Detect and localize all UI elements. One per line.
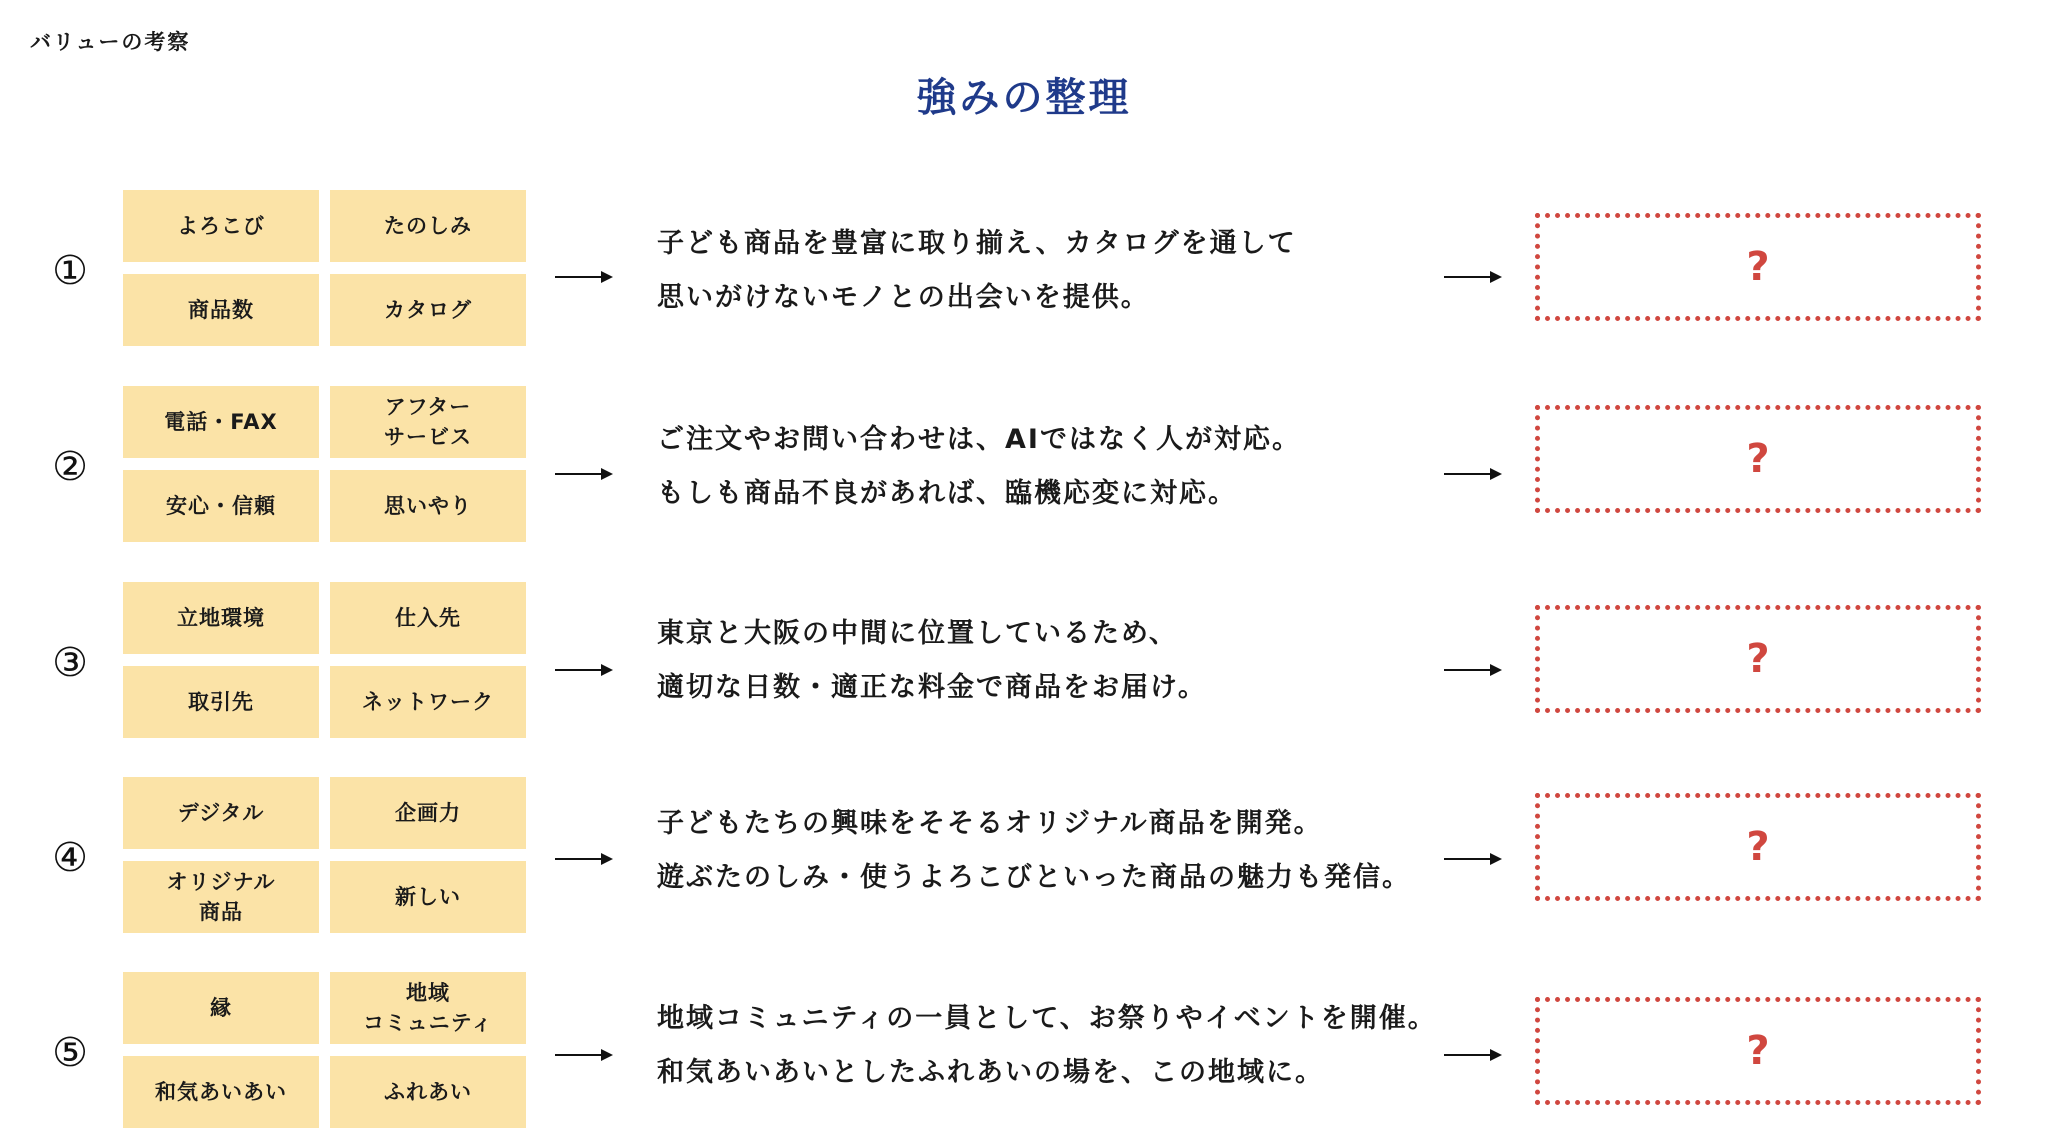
value-placeholder-box: ? [1535, 793, 1981, 901]
keyword-note: よろこび [123, 190, 319, 262]
keyword-note: アフター サービス [330, 386, 526, 458]
right-arrow-icon [1444, 660, 1504, 680]
keyword-note: 仕入先 [330, 582, 526, 654]
description-line: 適切な日数・適正な料金で商品をお届け。 [657, 672, 1207, 703]
keyword-note: たのしみ [330, 190, 526, 262]
keyword-note: 電話・FAX [123, 386, 319, 458]
strength-description [657, 217, 1437, 325]
page-title: 強みの整理 [916, 75, 1132, 121]
row-number: ④ [52, 835, 88, 881]
description-line: 東京と大阪の中間に位置しているため、 [657, 618, 1178, 649]
right-arrow-icon [555, 267, 615, 287]
description-line: もしも商品不良があれば、臨機応変に対応。 [657, 478, 1237, 509]
strength-description [657, 992, 1437, 1100]
value-placeholder-box: ? [1535, 997, 1981, 1105]
right-arrow-icon [555, 849, 615, 869]
keyword-note: デジタル [123, 777, 319, 849]
right-arrow-icon [1444, 849, 1504, 869]
value-placeholder-box: ? [1535, 213, 1981, 321]
strength-row-5 [0, 972, 2048, 1134]
description-line: 思いがけないモノとの出会いを提供。 [657, 282, 1150, 313]
keyword-note: 商品数 [123, 274, 319, 346]
section-label: バリューの考察 [30, 30, 191, 54]
right-arrow-icon [1444, 267, 1504, 287]
keyword-note: 思いやり [330, 470, 526, 542]
description-line: 子ども商品を豊富に取り揃え、カタログを通して [657, 228, 1297, 259]
keyword-note: 縁 [123, 972, 319, 1044]
row-number: ① [52, 248, 88, 294]
keyword-note: オリジナル 商品 [123, 861, 319, 933]
keyword-note: 和気あいあい [123, 1056, 319, 1128]
strength-row-2 [0, 386, 2048, 548]
strength-description [657, 413, 1437, 521]
right-arrow-icon [555, 1045, 615, 1065]
strength-row-1 [0, 190, 2048, 352]
right-arrow-icon [555, 464, 615, 484]
value-placeholder-box: ? [1535, 405, 1981, 513]
description-line: 地域コミュニティの一員として、お祭りやイベントを開催。 [657, 1003, 1437, 1034]
description-line: 子どもたちの興味をそそるオリジナル商品を開発。 [657, 808, 1323, 839]
keyword-note: 安心・信頼 [123, 470, 319, 542]
row-number: ⑤ [52, 1030, 88, 1076]
description-line: 遊ぶたのしみ・使うよろこびといった商品の魅力も発信。 [657, 862, 1411, 893]
keyword-note: 企画力 [330, 777, 526, 849]
right-arrow-icon [555, 660, 615, 680]
description-line: 和気あいあいとしたふれあいの場を、この地域に。 [657, 1057, 1324, 1088]
row-number: ③ [52, 640, 88, 686]
strength-row-3 [0, 582, 2048, 744]
keyword-note: カタログ [330, 274, 526, 346]
keyword-note: 地域 コミュニティ [330, 972, 526, 1044]
keyword-note: 立地環境 [123, 582, 319, 654]
keyword-note: 新しい [330, 861, 526, 933]
keyword-note: 取引先 [123, 666, 319, 738]
strength-description [657, 797, 1437, 905]
keyword-note: ネットワーク [330, 666, 526, 738]
strength-description [657, 607, 1437, 715]
row-number: ② [52, 444, 88, 490]
right-arrow-icon [1444, 464, 1504, 484]
strength-row-4 [0, 777, 2048, 939]
keyword-note: ふれあい [330, 1056, 526, 1128]
value-placeholder-box: ? [1535, 605, 1981, 713]
right-arrow-icon [1444, 1045, 1504, 1065]
description-line: ご注文やお問い合わせは、AIではなく人が対応。 [657, 424, 1301, 455]
